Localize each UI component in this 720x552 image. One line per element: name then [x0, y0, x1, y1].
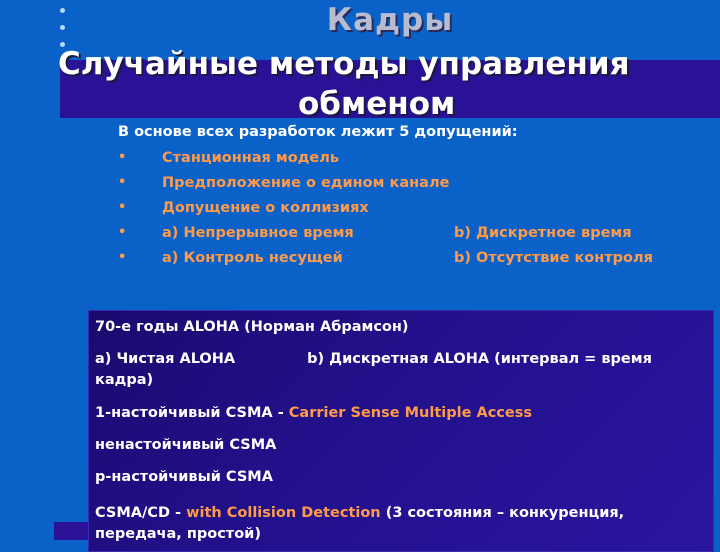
- slide-title: [58, 44, 720, 124]
- list-item-text-b: b) Отсутствие контроля: [454, 250, 653, 266]
- title-line-2: обменом: [298, 86, 456, 122]
- list-item-text: Допущение о коллизиях: [162, 200, 369, 216]
- list-item-text-b: b) Дискретное время: [454, 225, 632, 241]
- bullet-icon: •: [118, 150, 127, 165]
- box-line-csma-non: [95, 435, 707, 456]
- bullet-icon: •: [118, 225, 127, 240]
- list-item-text: a) Непрерывное время: [162, 225, 354, 241]
- list-item-text: a) Контроль несущей: [162, 250, 343, 266]
- box-text: 1-настойчивый CSMA -: [95, 405, 289, 421]
- box-text: b) Дискретная ALOHA (интервал = время кадра): [95, 351, 652, 388]
- box-line-csma-1: [95, 403, 707, 424]
- intro-text: В основе всех разработок лежит 5 допущений:: [118, 124, 518, 140]
- box-line-csma-cd: [95, 503, 707, 545]
- bullet-icon: •: [118, 200, 127, 215]
- protocols-box: [88, 310, 714, 552]
- box-text-accent: with Collision Detection: [186, 505, 381, 521]
- list-item-text: Станционная модель: [162, 150, 340, 166]
- slide-subject: Кадры: [326, 2, 454, 38]
- box-text: 70-е годы ALOHA (Норман Абрамсон): [95, 319, 409, 335]
- box-line-csma-p: [95, 467, 707, 488]
- box-line-aloha-types: [95, 349, 707, 391]
- box-text: p-настойчивый CSMA: [95, 469, 273, 485]
- box-text: ненастойчивый CSMA: [95, 437, 277, 453]
- bullet-icon: •: [118, 250, 127, 265]
- title-line-1: Случайные методы управления: [58, 46, 630, 82]
- bullet-icon: •: [118, 175, 127, 190]
- box-line-aloha: [95, 317, 707, 338]
- box-text: (3 состояния – конкуренция, передача, простой): [95, 505, 625, 542]
- box-text-accent: Carrier Sense Multiple Access: [288, 405, 532, 421]
- box-text: CSMA/CD -: [95, 505, 187, 521]
- box-text: а) Чистая ALOHA: [95, 351, 236, 367]
- list-item-text: Предположение о едином канале: [162, 175, 450, 191]
